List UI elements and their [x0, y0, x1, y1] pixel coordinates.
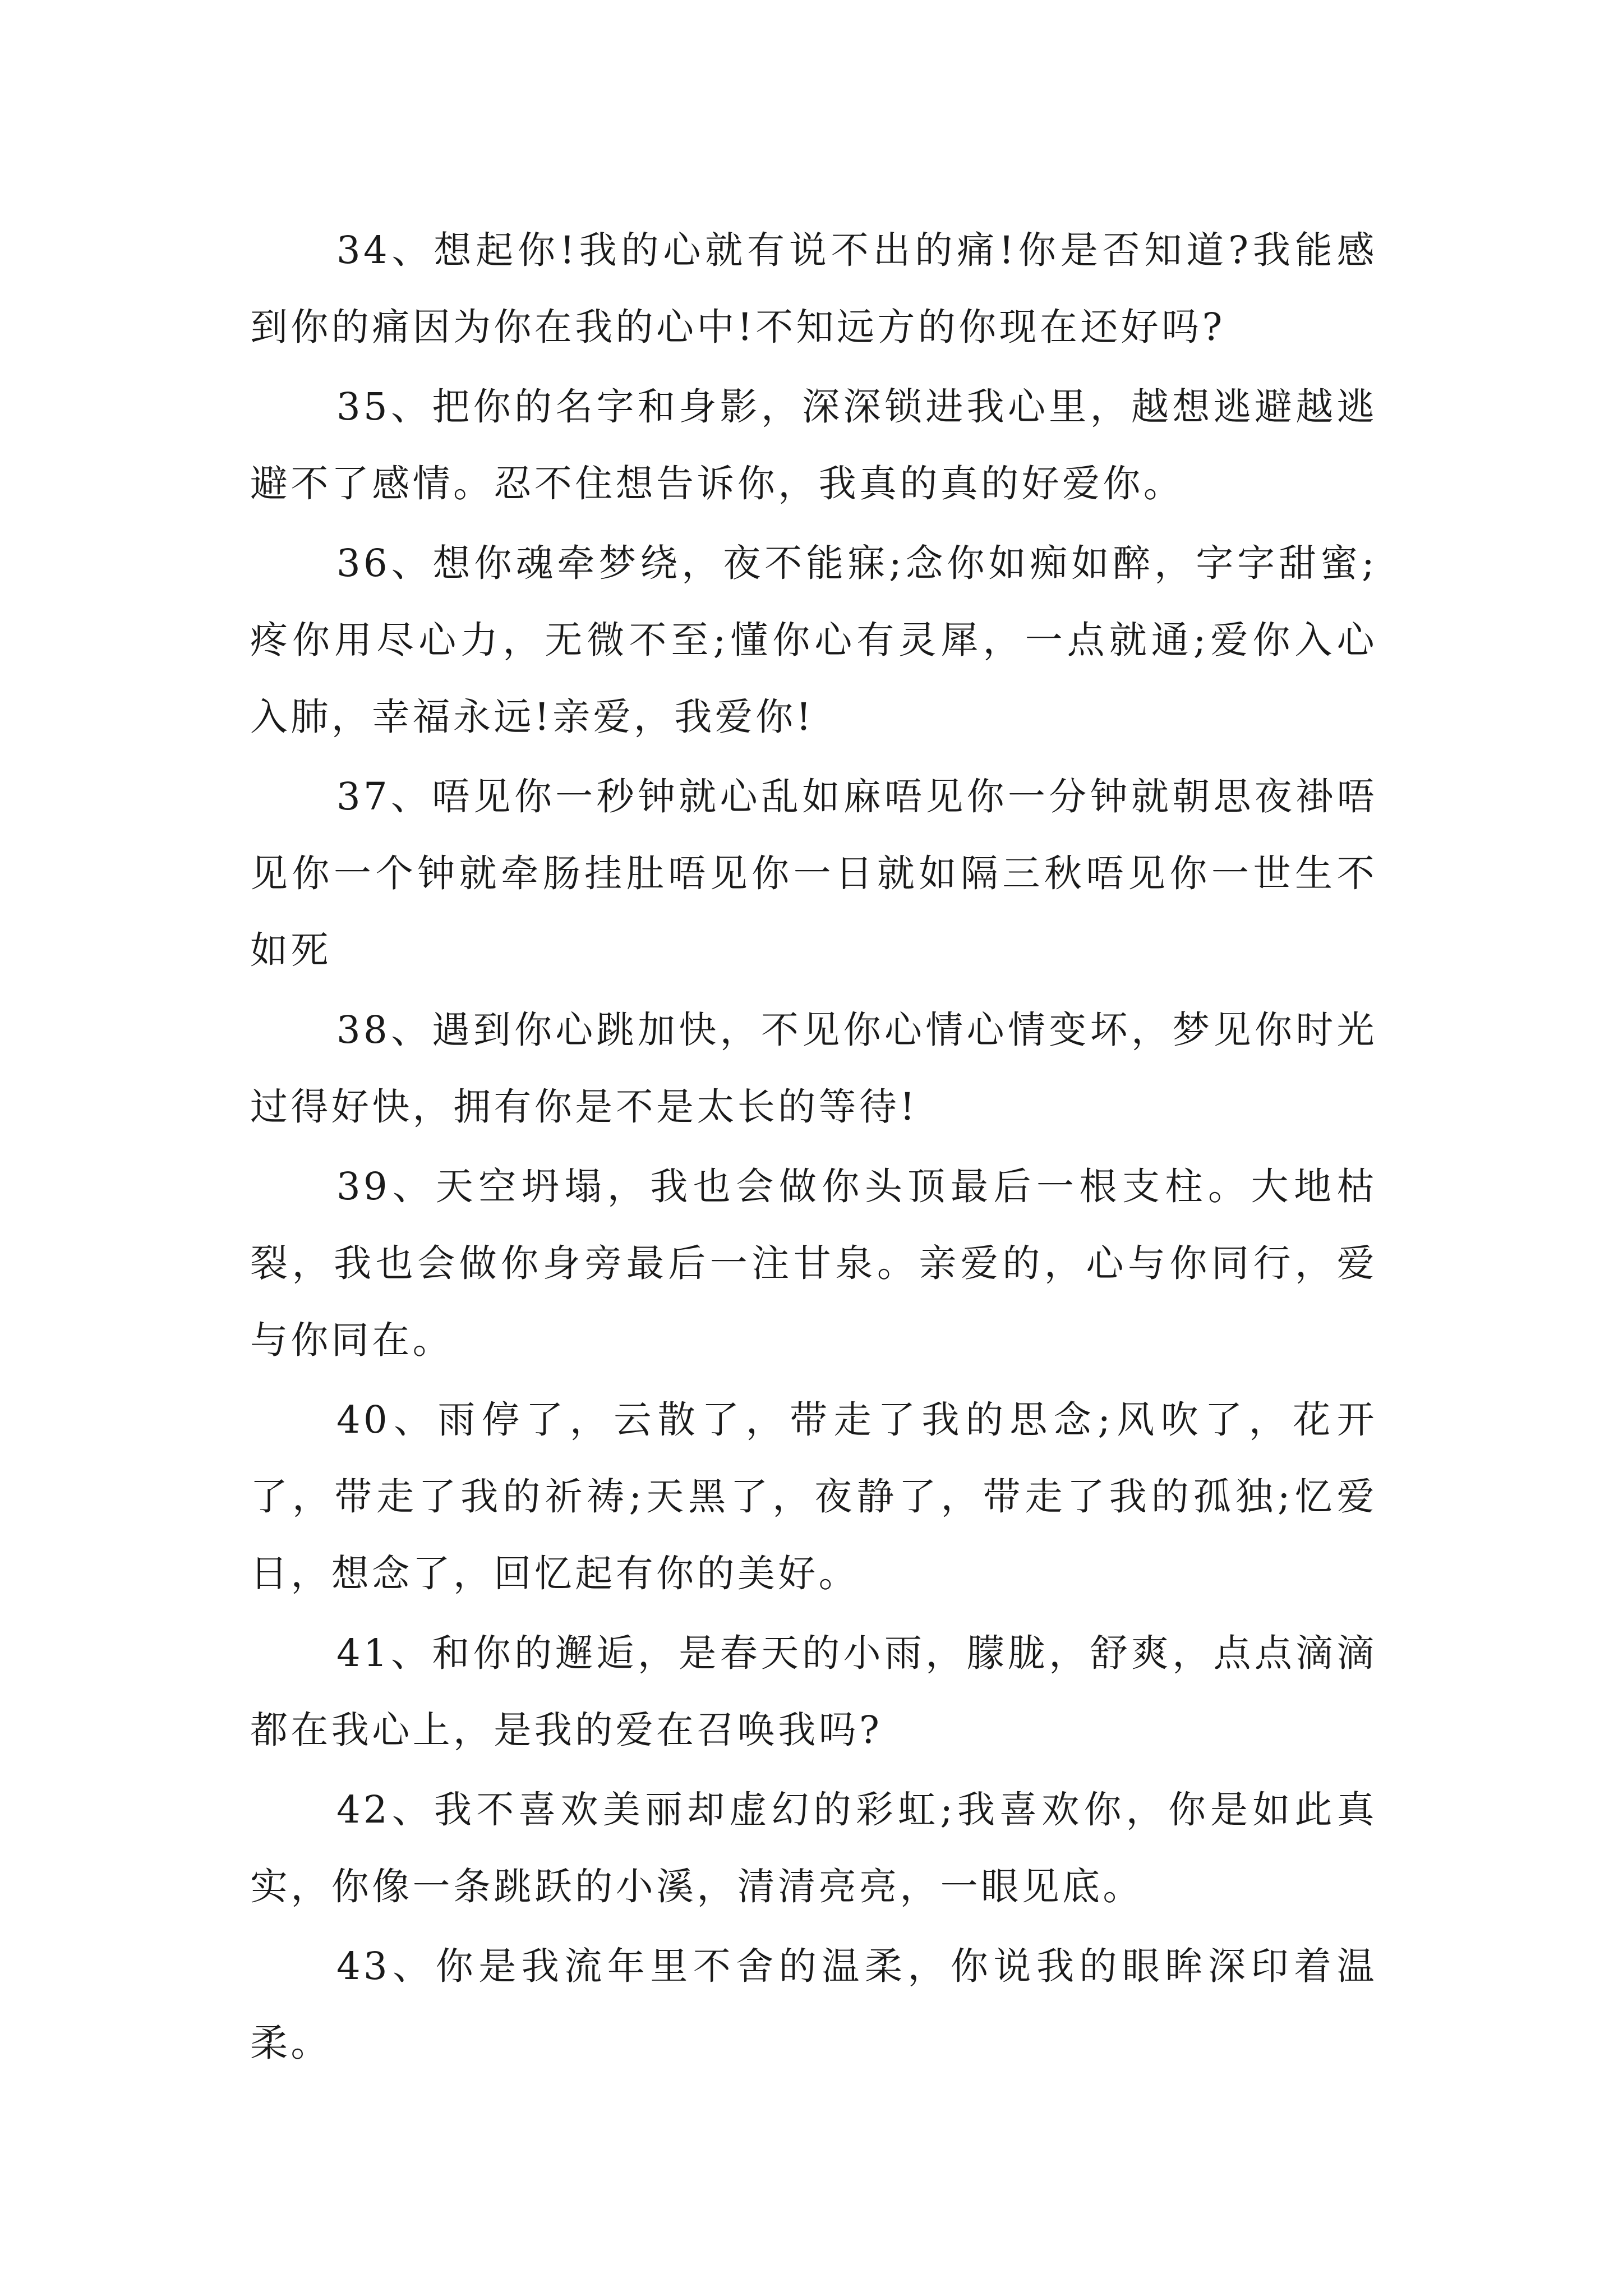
- document-body: [250, 212, 1377, 2085]
- paragraph-35: 35、把你的名字和身影，深深锁进我心里，越想逃避越逃避不了感情。忍不住想告诉你，我真的真的好爱你。: [250, 385, 1377, 505]
- paragraph-38: 38、遇到你心跳加快，不见你心情心情变坏，梦见你时光过得好快，拥有你是不是太长的等待!: [250, 1008, 1377, 1129]
- paragraph-43: 43、你是我流年里不舍的温柔，你说我的眼眸深印着温柔。: [250, 1944, 1377, 2065]
- paragraph-34: 34、想起你!我的心就有说不出的痛!你是否知道?我能感到你的痛因为你在我的心中!不知远方的你现在还好吗?: [250, 228, 1377, 349]
- paragraph-36: 36、想你魂牵梦绕，夜不能寐;念你如痴如醉，字字甜蜜;疼你用尽心力，无微不至;懂你心有灵犀，一点就通;爱你入心入肺，幸福永远!亲爱，我爱你!: [250, 541, 1377, 739]
- paragraph-42: 42、我不喜欢美丽却虚幻的彩虹;我喜欢你，你是如此真实，你像一条跳跃的小溪，清清亮亮，一眼见底。: [250, 1788, 1377, 1908]
- paragraph-39: 39、天空坍塌，我也会做你头顶最后一根支柱。大地枯裂，我也会做你身旁最后一注甘泉。亲爱的，心与你同行，爱与你同在。: [250, 1165, 1377, 1362]
- paragraph-37: 37、唔见你一秒钟就心乱如麻唔见你一分钟就朝思夜褂唔见你一个钟就牵肠挂肚唔见你一日就如隔三秋唔见你一世生不如死: [250, 775, 1377, 972]
- paragraph-40: 40、雨停了，云散了，带走了我的思念;风吹了，花开了，带走了我的祈祷;天黑了，夜静了，带走了我的孤独;忆爱日，想念了，回忆起有你的美好。: [250, 1398, 1377, 1595]
- paragraph-41: 41、和你的邂逅，是春天的小雨，朦胧，舒爽，点点滴滴都在我心上，是我的爱在召唤我吗?: [250, 1631, 1377, 1752]
